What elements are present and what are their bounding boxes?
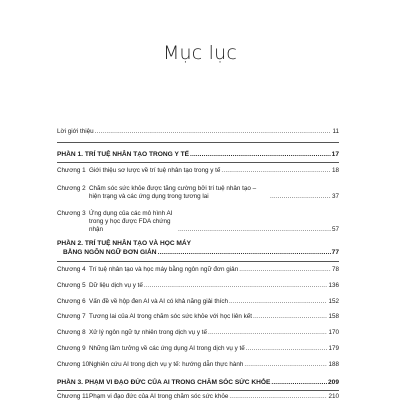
chapter-page: 78: [331, 266, 339, 273]
leader-dots: [244, 361, 327, 369]
chapter-page: 210: [328, 393, 339, 400]
page-title: Mục lục: [162, 42, 238, 64]
chapter-number: Chương 10: [57, 361, 90, 368]
divider: [57, 390, 339, 391]
chapter-title: Ứng dụng của các mô hình AI trong y học được FDA chứng nhận: [89, 210, 173, 233]
divider: [57, 261, 339, 262]
chapter-number: Chương 2: [57, 185, 86, 192]
chapter-number: Chương 11: [57, 393, 89, 400]
leader-dots: [239, 266, 331, 274]
chapter-page: 18: [331, 167, 339, 174]
leader-dots: [270, 193, 331, 201]
toc-chapter-6[interactable]: [57, 298, 339, 306]
chapter-title: Trí tuệ nhân tạo và học máy bằng ngôn ngữ đơn giản: [89, 266, 239, 273]
part-page: 17: [331, 151, 339, 158]
part-title-line2: BẰNG NGÔN NGỮ ĐƠN GIẢN: [63, 249, 157, 256]
toc-chapter-3[interactable]: [57, 210, 339, 234]
chapter-number: Chương 4: [57, 266, 86, 273]
toc-part-2-line1[interactable]: [57, 240, 339, 248]
chapter-number: Chương 9: [57, 345, 86, 352]
chapter-title: Những lầm tưởng về các ứng dụng AI trong dịch vụ y tế: [89, 345, 245, 352]
chapter-number: Chương 6: [57, 298, 86, 305]
chapter-title: Vấn đề về hộp đen AI và AI có khả năng giải thích: [89, 298, 228, 305]
chapter-page: 57: [331, 226, 339, 233]
leader-dots: [190, 151, 331, 159]
toc-chapter-8[interactable]: [57, 329, 339, 337]
toc-part-3[interactable]: [57, 379, 339, 387]
toc-chapter-7[interactable]: [57, 313, 339, 321]
leader-dots: [158, 249, 331, 257]
toc-chapter-4[interactable]: [57, 266, 339, 274]
chapter-number: Chương 3: [57, 210, 86, 217]
chapter-title: Giới thiệu sơ lược về trí tuệ nhân tạo trong y tế: [89, 167, 221, 174]
toc-chapter-1[interactable]: [57, 167, 339, 175]
divider: [57, 162, 339, 163]
leader-dots: [95, 128, 332, 136]
leader-dots: [229, 298, 328, 306]
toc-part-1[interactable]: [57, 151, 339, 159]
toc-intro[interactable]: [57, 128, 339, 136]
leader-dots: [221, 167, 331, 175]
divider: [57, 142, 339, 143]
chapter-number: Chương 7: [57, 313, 86, 320]
toc-chapter-2[interactable]: [57, 185, 339, 201]
toc-chapter-10[interactable]: [57, 361, 339, 369]
leader-dots: [271, 379, 327, 387]
part-page: 77: [331, 249, 339, 256]
chapter-title: Tương lai của AI trong chăm sóc sức khỏe với học liên kết: [89, 313, 252, 320]
part-title: PHẦN 1. TRÍ TUỆ NHÂN TẠO TRONG Y TẾ: [57, 151, 190, 158]
chapter-title: Dữ liệu dịch vụ y tế: [89, 282, 143, 289]
chapter-page: 179: [328, 345, 339, 352]
chapter-page: 136: [328, 282, 339, 289]
leader-dots: [178, 226, 331, 234]
toc-part-2-line2[interactable]: [57, 249, 339, 257]
part-page: 209: [327, 379, 339, 386]
chapter-title: Phạm vi đạo đức của AI trong chăm sóc sức khỏe: [89, 393, 229, 400]
toc-intro-page: 11: [332, 128, 339, 135]
chapter-number: Chương 8: [57, 329, 86, 336]
chapter-title: Nghiên cứu AI trong dịch vụ y tế: hướng dẫn thực hành: [89, 361, 244, 368]
chapter-title: Chăm sóc sức khỏe được tăng cường bởi trí tuệ nhân tạo – hiện trạng và các ứng dụng trong tương lai: [89, 185, 257, 200]
leader-dots: [144, 282, 328, 290]
chapter-number: Chương 1: [57, 167, 86, 174]
part-title: PHẦN 2. TRÍ TUỆ NHÂN TẠO VÀ HỌC MÁY: [57, 240, 192, 247]
toc-chapter-9[interactable]: [57, 345, 339, 353]
leader-dots: [246, 345, 328, 353]
chapter-page: 170: [328, 329, 339, 336]
chapter-page: 37: [331, 193, 339, 200]
chapter-number: Chương 5: [57, 282, 86, 289]
leader-dots: [253, 313, 327, 321]
chapter-page: 188: [328, 361, 339, 368]
part-title: PHẦN 3. PHẠM VI ĐẠO ĐỨC CỦA AI TRONG CHĂM SÓC SỨC KHỎE: [57, 379, 271, 386]
toc-intro-label: Lời giới thiệu: [57, 128, 94, 135]
toc-chapter-5[interactable]: [57, 282, 339, 290]
chapter-page: 152: [328, 298, 339, 305]
chapter-title: Xử lý ngôn ngữ tự nhiên trong dịch vụ y tế: [89, 329, 208, 336]
chapter-page: 158: [328, 313, 339, 320]
leader-dots: [208, 329, 327, 337]
